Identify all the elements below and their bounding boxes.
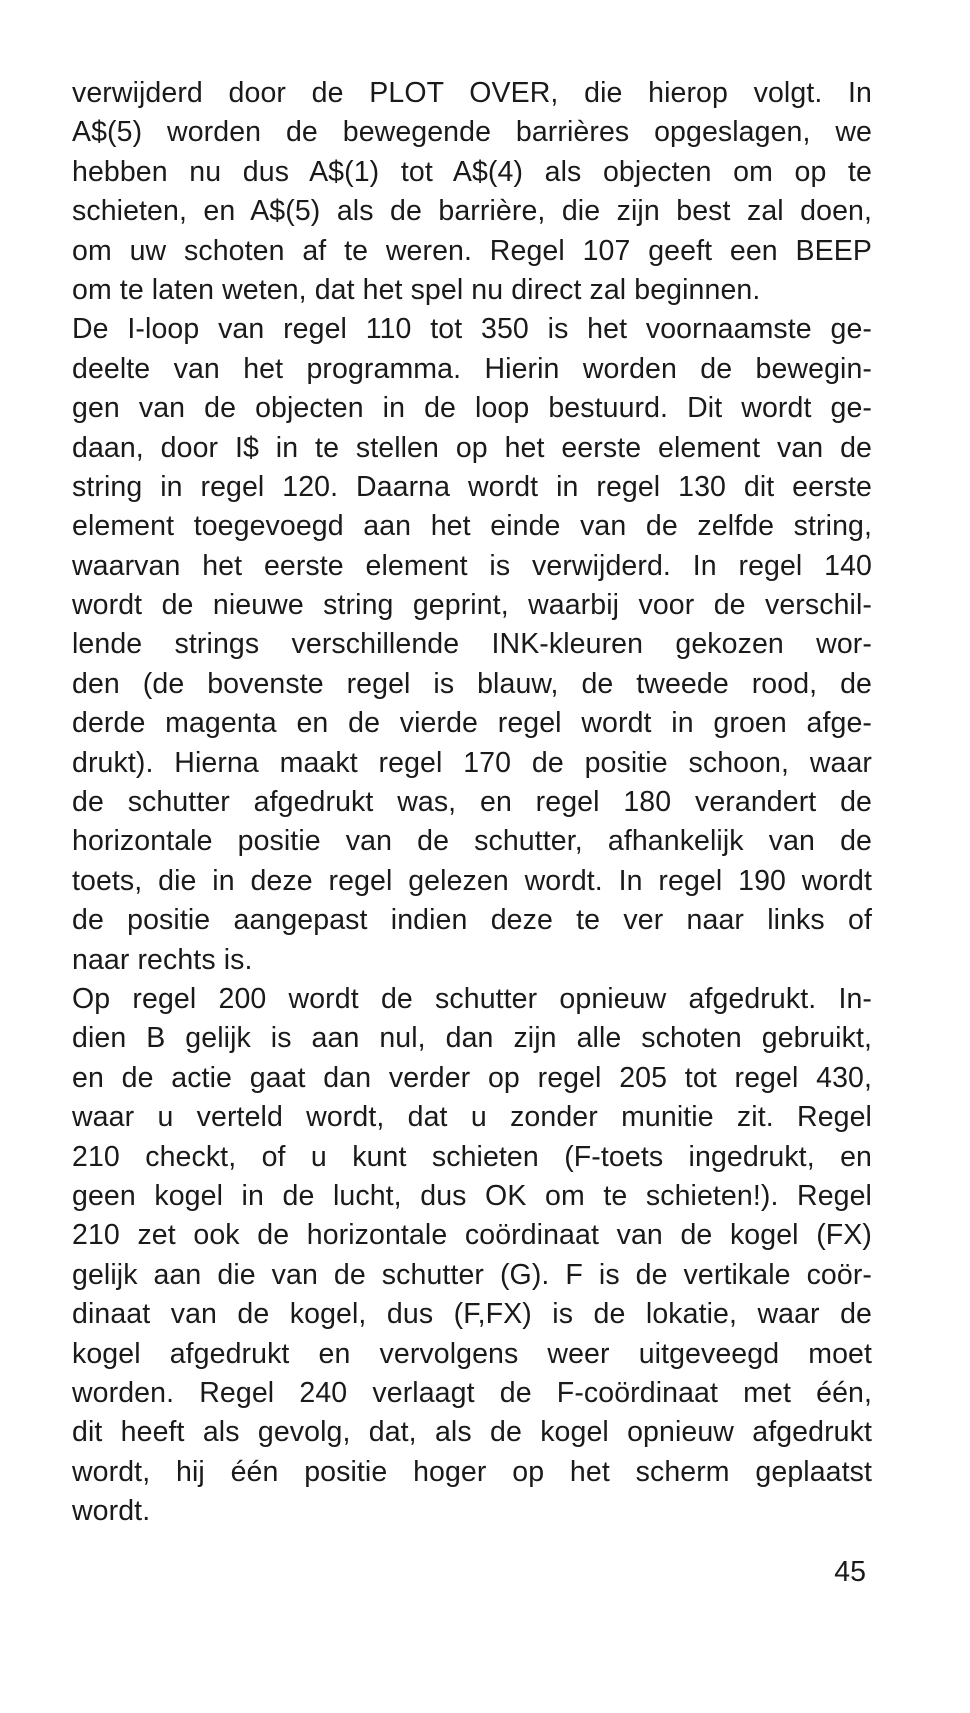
page-number: 45: [834, 1556, 866, 1588]
text-line: naar rechts is.: [72, 943, 253, 976]
text-line: worden. Regel 240 verlaagt de F-coördinaat met één,: [72, 1376, 872, 1409]
text-line: waar u verteld wordt, dat u zonder munitie zit. Regel: [72, 1101, 872, 1134]
text-line: lende strings verschillende INK-kleuren gekozen wor-: [72, 628, 872, 661]
text-line: hebben nu dus A$(1) tot A$(4) als objecten om op te: [72, 155, 872, 188]
text-line: en de actie gaat dan verder op regel 205 tot regel 430,: [72, 1061, 872, 1094]
text-line: om uw schoten af te weren. Regel 107 geeft een BEEP: [72, 234, 872, 267]
text-line: wordt, hij één positie hoger op het scherm geplaatst: [72, 1455, 872, 1488]
text-line: dit heeft als gevolg, dat, als de kogel opnieuw afgedrukt: [72, 1416, 872, 1449]
text-line: dien B gelijk is aan nul, dan zijn alle schoten gebruikt,: [72, 1022, 872, 1055]
text-line: De I-loop van regel 110 tot 350 is het voornaamste ge-: [72, 313, 872, 346]
text-line: kogel afgedrukt en vervolgens weer uitgeveegd moet: [72, 1337, 872, 1370]
text-line: Op regel 200 wordt de schutter opnieuw afgedrukt. In-: [72, 982, 872, 1015]
text-line: string in regel 120. Daarna wordt in regel 130 dit eerste: [72, 470, 872, 503]
text-line: A$(5) worden de bewegende barrières opgeslagen, we: [72, 116, 872, 149]
text-line: 210 checkt, of u kunt schieten (F-toets ingedrukt, en: [72, 1140, 872, 1173]
text-line: drukt). Hierna maakt regel 170 de positie schoon, waar: [72, 746, 872, 779]
body-text: [72, 74, 872, 1531]
text-line: de positie aangepast indien deze te ver naar links of: [72, 904, 872, 937]
text-line: wordt.: [72, 1495, 151, 1528]
text-line: daan, door I$ in te stellen op het eerste element van de: [72, 431, 872, 464]
text-line: den (de bovenste regel is blauw, de tweede rood, de: [72, 667, 872, 700]
text-line: gen van de objecten in de loop bestuurd. Dit wordt ge-: [72, 392, 872, 425]
text-line: derde magenta en de vierde regel wordt in groen afge-: [72, 707, 872, 740]
text-line: waarvan het eerste element is verwijderd. In regel 140: [72, 549, 872, 582]
text-line: deelte van het programma. Hierin worden de bewegin-: [72, 352, 872, 385]
text-line: toets, die in deze regel gelezen wordt. In regel 190 wordt: [72, 864, 872, 897]
text-line: geen kogel in de lucht, dus OK om te schieten!). Regel: [72, 1179, 872, 1212]
text-line: verwijderd door de PLOT OVER, die hierop volgt. In: [72, 77, 872, 109]
text-line: wordt de nieuwe string geprint, waarbij voor de verschil-: [72, 589, 872, 622]
text-line: dinaat van de kogel, dus (F,FX) is de lokatie, waar de: [72, 1298, 872, 1331]
text-line: de schutter afgedrukt was, en regel 180 verandert de: [72, 786, 872, 819]
text-line: om te laten weten, dat het spel nu direct zal beginnen.: [72, 273, 761, 306]
text-line: element toegevoegd aan het einde van de zelfde string,: [72, 510, 872, 543]
text-line: horizontale positie van de schutter, afhankelijk van de: [72, 825, 872, 858]
text-line: 210 zet ook de horizontale coördinaat van de kogel (FX): [72, 1219, 872, 1252]
text-line: gelijk aan die van de schutter (G). F is de vertikale coör-: [72, 1258, 872, 1291]
text-line: schieten, en A$(5) als de barrière, die zijn best zal doen,: [72, 195, 872, 228]
